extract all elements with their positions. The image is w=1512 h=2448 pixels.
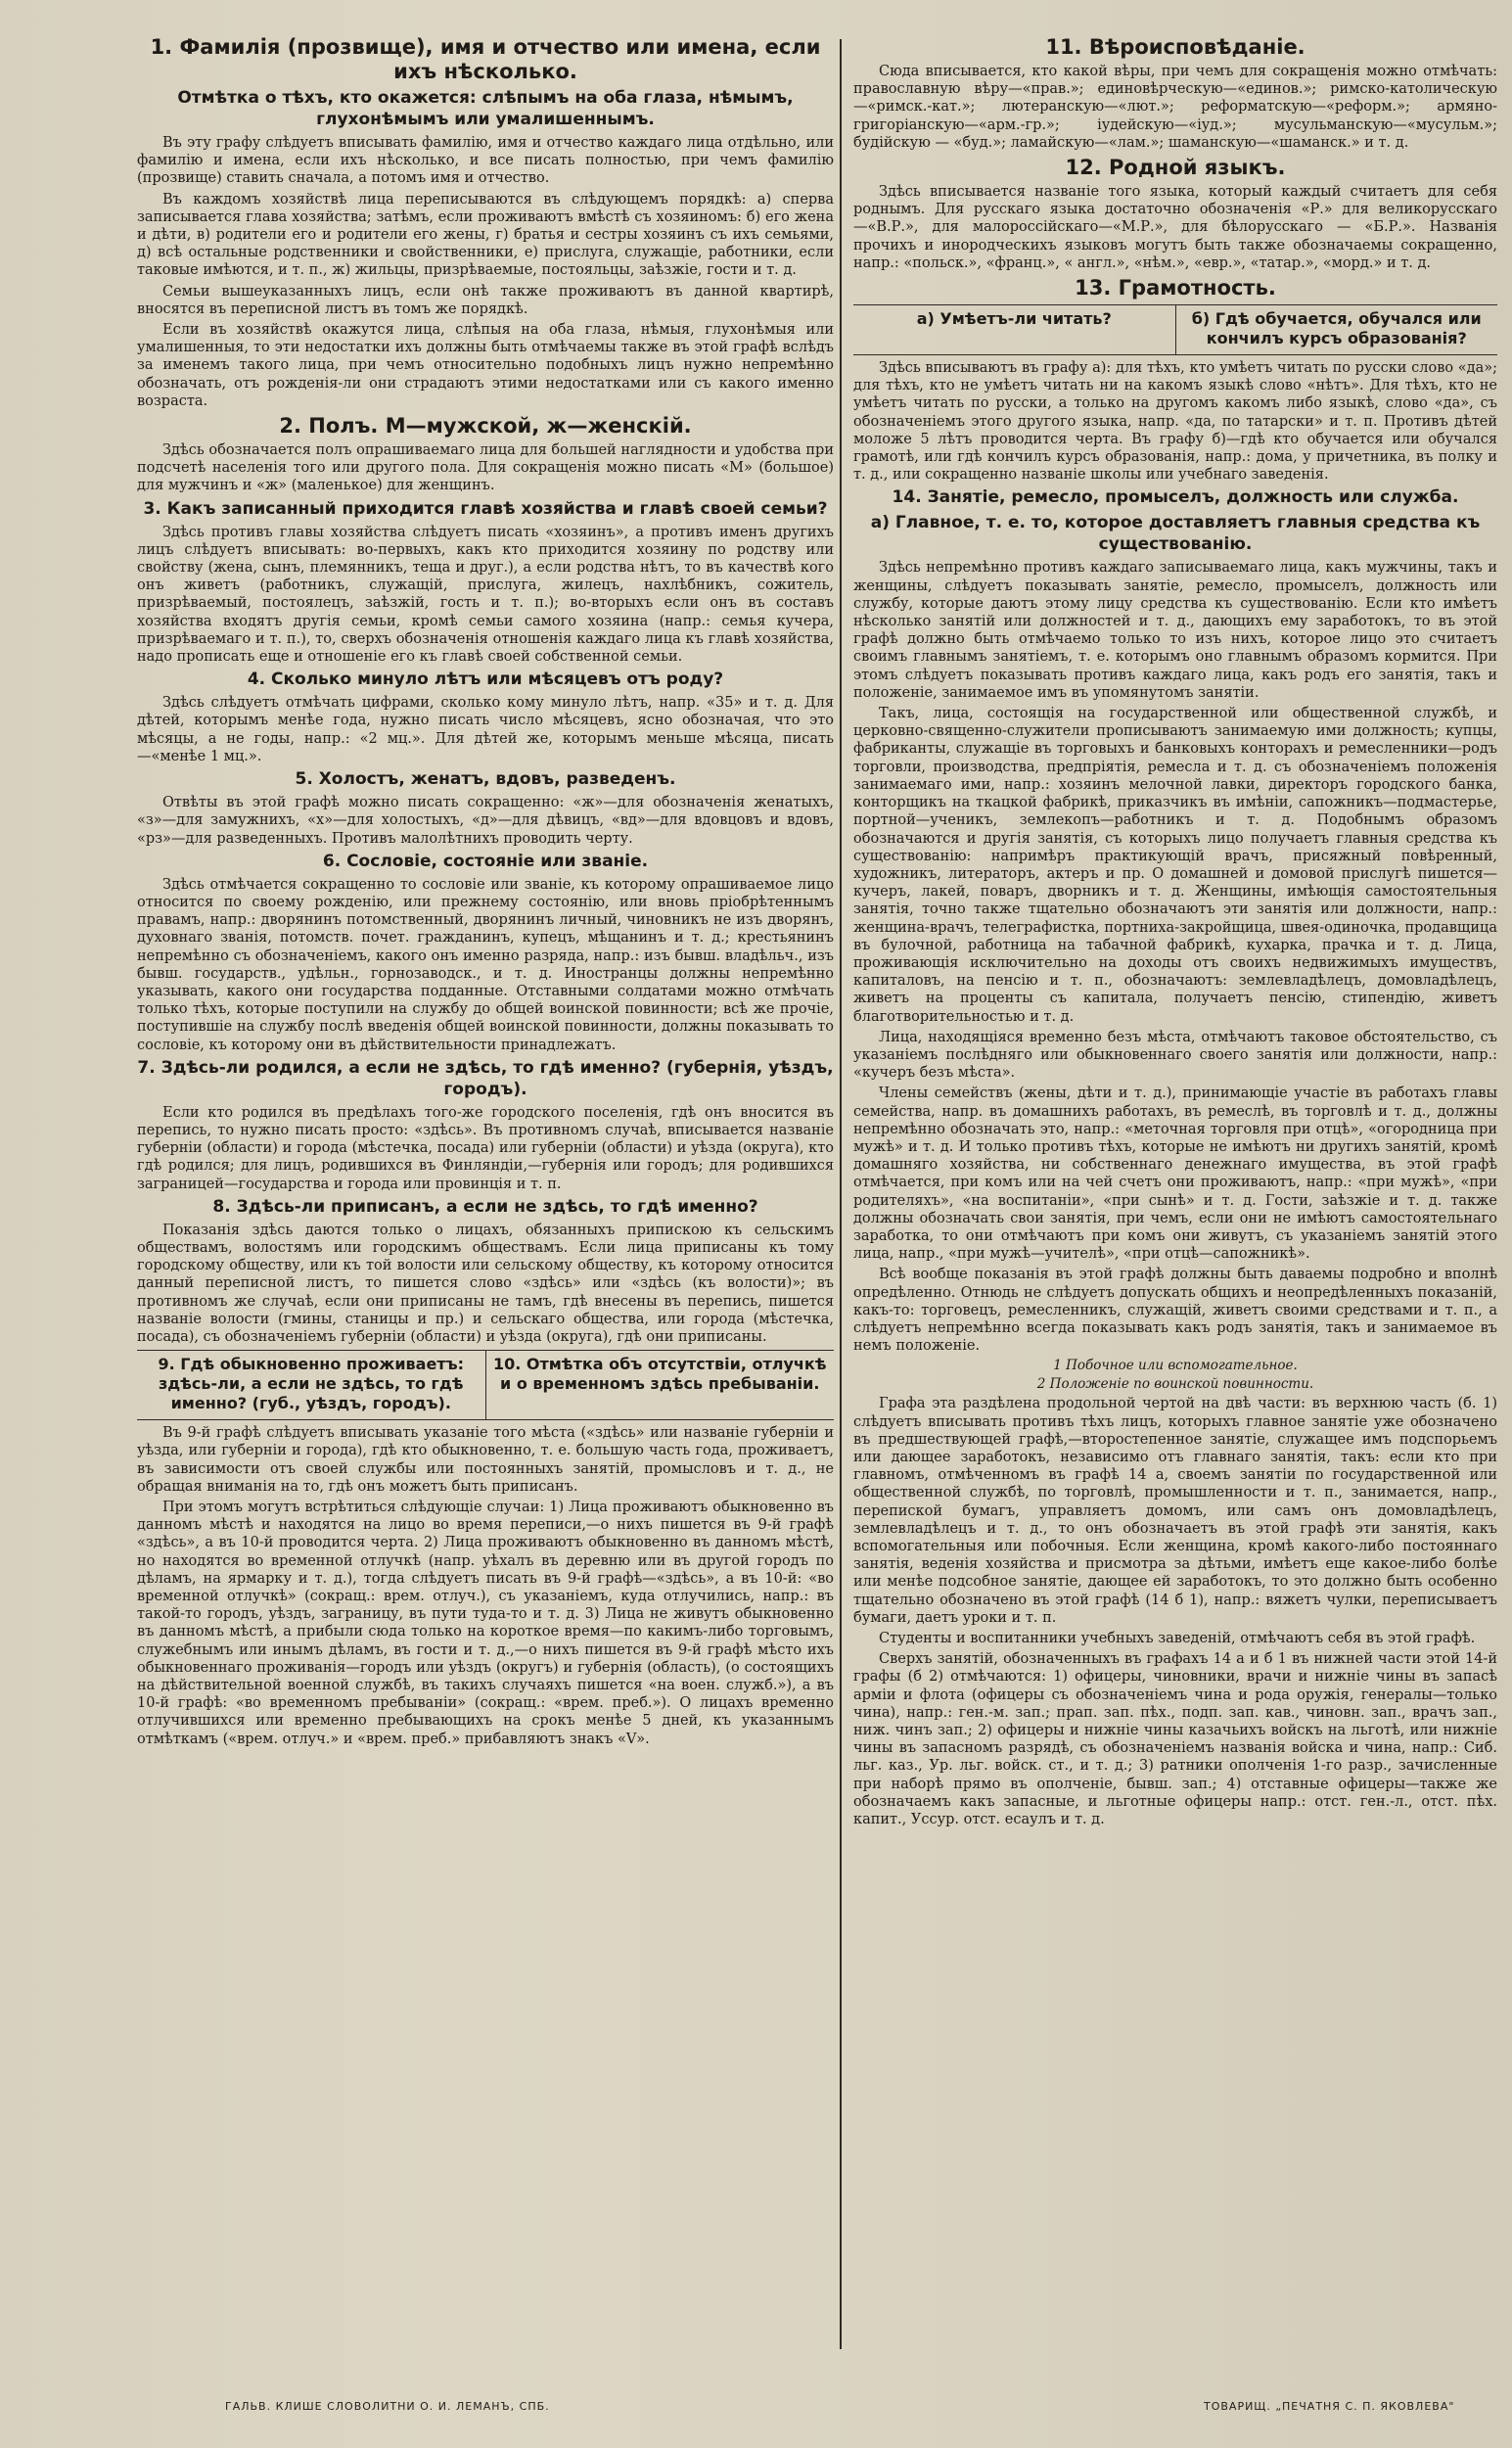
section-4-heading: 4. Сколько минуло лѣтъ или мѣсяцевъ отъ роду? bbox=[247, 670, 724, 690]
section-10-heading: 10. Отмѣтка объ отсутствіи, отлучкѣ и о временномъ здѣсь пребываніи. bbox=[492, 1355, 827, 1394]
paragraph: Здѣсь противъ главы хозяйства слѣдуетъ писать «хозяинъ», а противъ именъ другихъ лицъ слѣдуетъ вписывать: во-первыхъ, какъ кто приходится хозяину по родству или свойству (жена, сынъ, племянникъ, теща и друг.), а если родства нѣтъ, то въ качествѣ кого онъ живетъ (работникъ, служащій, прислуга, жилецъ, нахлѣбникъ, сожитель, призрѣваемый, постоялецъ, заѣзжій, гость и т. п.); во-вторыхъ если онъ въ составъ хозяйства входятъ другія семьи, кромѣ семьи самого хозяина (напр.: семья кучера, призрѣваемаго и т. п.), то, сверхъ обозначенія отношенія каждаго лица къ главѣ хозяйства, надо прописать еще и отношеніе его къ главѣ своей собственной семьи. bbox=[137, 524, 834, 666]
paragraph: Члены семействъ (жены, дѣти и т. д.), принимающіе участіе въ работахъ главы семейства, напр. въ домашнихъ работахъ, въ ремеслѣ, въ торговлѣ и т. д., должны непремѣнно обозначать это, напр.: «меточная торговля при отцѣ», «огородница при мужѣ» и т. д. И только противъ тѣхъ, которые не имѣютъ ни другихъ занятій, кромѣ домашняго хозяйства, ни собственнаго денежнаго имущества, въ этой графѣ отмѣчается, при комъ или на чей счетъ они проживаютъ, напр.: «при мужѣ», «при родителяхъ», «на воспитаніи», «при сынѣ» и т. д. Гости, заѣзжіе и т. д. также должны обозначать свои занятія, при чемъ, если они не имѣютъ самостоятельнаго заработка, то они отмѣчаютъ при комъ они живутъ, съ указаніемъ занятій этого лица, напр., «при мужѣ—учителѣ», «при отцѣ—сапожникѣ». bbox=[853, 1085, 1497, 1263]
section-3-heading: 3. Какъ записанный приходится главѣ хозяйства и главѣ своей семьи? bbox=[143, 498, 828, 519]
paragraph: Такъ, лица, состоящія на государственной или общественной службѣ, и церковно-священно-служители прописываютъ занимаемую ими должность; купцы, фабриканты, служащіе въ торговыхъ и банковыхъ конторахъ и ремесленники—родъ торговли, производства, предпріятія, ремесла и т. д. съ обозначеніемъ положенія занимаемаго ими, напр.: хозяинъ мелочной лавки, директоръ городского банка, конторщикъ на ткацкой фабрикѣ, приказчикъ въ имѣніи, сапожникъ—подмастерье, портной—ученикъ, землекопъ—работникъ и т. д. Подобнымъ образомъ обозначаются и другія занятія, съ которыхъ лицо получаетъ главныя средства къ существованію: напримѣръ практикующій врачъ, присяжный повѣренный, художникъ, литераторъ, актеръ и пр. О домашней и домовой прислугѣ пишется—кучеръ, лакей, поваръ, дворникъ и т. д. Женщины, имѣющія самостоятельныя занятія, точно также тщательно обозначаютъ эти занятія или должности, напр.: женщина-врачъ, телеграфистка, портниха-закройщица, швея-одиночка, продавщица въ булочной, работница на табачной фабрикѣ, кухарка, прачка и т. д. Лица, проживающія исключительно на доходы отъ своихъ недвижимыхъ имуществъ, капиталовъ, на пенсію и т. п., обозначаютъ: землевладѣлецъ, домовладѣлецъ, живетъ на проценты съ капитала, получаетъ пенсію, стипендію, живетъ благотворительностью и т. д. bbox=[853, 706, 1497, 1025]
paragraph: Здѣсь отмѣчается сокращенно то сословіе или званіе, къ которому опрашиваемое лицо относится по своему рожденію, или прежнему состоянію, или вновь пріобрѣтеннымъ правамъ, напр.: дворянинъ потомственный, дворянинъ личный, чиновникъ не изъ дворянъ, духовнаго званія, потомств. почет. гражданинъ, купецъ, мѣщанинъ и т. д.; крестьянинъ непремѣнно съ обозначеніемъ, какого онъ именно разряда, напр.: изъ бывш. владѣльч., изъ бывш. государств., удѣльн., горнозаводск., и т. д. Иностранцы должны непремѣнно указывать, какого они государства подданные. Отставными солдатами можно отмѣчать только тѣхъ, которые поступили на службу до общей воинской повинности; всѣ же прочіе, поступившіе на службу послѣ введенія общей воинской повинности, должны показывать то сословіе, къ которому они въ дѣйствительности принадлежатъ. bbox=[137, 876, 834, 1053]
section-14b1-heading: 1 Побочное или вспомогательное. bbox=[1053, 1358, 1298, 1374]
section-9-heading: 9. Гдѣ обыкновенно проживаетъ: здѣсь-ли, а если не здѣсь, то гдѣ именно? (губ., уѣздъ, городъ). bbox=[158, 1355, 465, 1413]
section-6-heading: 6. Сословіе, состояніе или званіе. bbox=[322, 851, 649, 871]
section-1-heading: 1. Фамилія (прозвище), имя и отчество или имена, если ихъ нѣсколько. bbox=[150, 35, 821, 83]
section-13-split bbox=[853, 304, 1497, 355]
paragraph: Семьи вышеуказанныхъ лицъ, если онѣ также проживаютъ въ данной квартирѣ, вносятся въ переписной листъ въ томъ же порядкѣ. bbox=[137, 283, 834, 317]
section-1-subheading: Отмѣтка о тѣхъ, кто окажется: слѣпымъ на оба глаза, нѣмымъ, глухонѣмымъ или умалишеннымъ. bbox=[177, 88, 794, 129]
paragraph: Если въ хозяйствѣ окажутся лица, слѣпыя на оба глаза, нѣмыя, глухонѣмыя или умалишенныя, то эти недостатки ихъ должны быть отмѣчаемы также въ этой графѣ вслѣдъ за именемъ такого лица, при чемъ относительно подобныхъ лицъ нужно непремѣнно обозначать, отъ рожденія-ли они страдаютъ этими недостатками или съ какого именно возраста. bbox=[137, 322, 834, 409]
section-11-heading: 11. Вѣроисповѣданіе. bbox=[1045, 35, 1306, 59]
paragraph: Здѣсь вписываютъ въ графу а): для тѣхъ, кто умѣетъ читать по русски слово «да»; для тѣхъ, кто не умѣетъ читать ни на какомъ языкѣ слово «нѣтъ». Для тѣхъ, кто не умѣетъ читать по русски, а только на другомъ какомъ либо языкѣ, слово «да», съ обозначеніемъ этого другого языка, напр. «да, по татарски» и т. п. Противъ дѣтей моложе 5 лѣтъ проводится черта. Въ графу б)—гдѣ кто обучается или обучался грамотѣ, или гдѣ кончилъ курсъ образованія, напр.: дома, у причетника, въ полку и т. д., или сокращенно названіе школы или учебнаго заведенія. bbox=[853, 360, 1497, 484]
paragraph: Отвѣты въ этой графѣ можно писать сокращенно: «ж»—для обозначенія женатыхъ, «з»—для замужнихъ, «х»—для холостыхъ, «д»—для дѣвицъ, «вд»—для вдовцовъ и вдовъ, «рз»—для разведенныхъ. Противъ малолѣтнихъ проводить черту. bbox=[137, 795, 834, 847]
section-7-heading: 7. Здѣсь-ли родился, а если не здѣсь, то гдѣ именно? (губернія, уѣздъ, городъ). bbox=[137, 1057, 834, 1099]
paragraph: Графа эта раздѣлена продольной чертой на двѣ части: въ верхнюю часть (б. 1) слѣдуетъ вписывать противъ тѣхъ лицъ, которыхъ главное занятіе уже обозначено въ предшествующей графѣ,—второстепенное занятіе, служащее имъ подспорьемъ или дающее заработокъ, независимо отъ главнаго занятія, такъ: если кто при главномъ, отмѣченномъ въ графѣ 14 а, своемъ занятіи по государственной или общественной службѣ, по торговлѣ, промышленности и т. п., занимается, напр., перепиской бумагъ, управляетъ домомъ, или самъ онъ домовладѣлецъ, землевладѣлецъ и т. д., то онъ обозначаетъ въ этой графѣ эти занятія, какъ вспомогательныя или побочныя. Если женщина, кромѣ какого-либо постояннаго занятія, веденія хозяйства и присмотра за дѣтьми, имѣетъ еще какое-либо болѣе или менѣе подсобное занятіе, дающее ей заработокъ, то это должно быть особенно тщательно обозначено въ этой графѣ (14 б 1), напр.: вяжетъ чулки, переписываетъ бумаги, даетъ уроки и т. п. bbox=[853, 1396, 1497, 1626]
paragraph: Здѣсь слѣдуетъ отмѣчать цифрами, сколько кому минуло лѣтъ, напр. «35» и т. д. Для дѣтей, которымъ менѣе года, нужно писать число мѣсяцевъ, ясно обозначая, что это мѣсяцы, а не годы, напр.: «2 мц.». Для дѣтей же, которымъ меньше мѣсяца, писать—«менѣе 1 мц.». bbox=[137, 695, 834, 764]
section-14-heading: 14. Занятіе, ремесло, промыселъ, должность или служба. bbox=[892, 487, 1459, 508]
section-8-heading: 8. Здѣсь-ли приписанъ, а если не здѣсь, то гдѣ именно? bbox=[212, 1196, 758, 1217]
paragraph: Всѣ вообще показанія въ этой графѣ должны быть даваемы подробно и вполнѣ опредѣленно. Отнюдь не слѣдуетъ допускать общихъ и неопредѣленныхъ показаній, какъ-то: торговецъ, ремесленникъ, служащій, живетъ своими средствами и т. п., а слѣдуетъ непремѣнно всегда показывать какъ родъ занятія, такъ и занимаемое въ немъ положеніе. bbox=[853, 1267, 1497, 1355]
section-14b2-heading: 2 Положеніе по воинской повинности. bbox=[1036, 1376, 1314, 1393]
paragraph: Сверхъ занятій, обозначенныхъ въ графахъ 14 а и б 1 въ нижней части этой 14-й графы (б 2) отмѣчаются: 1) офицеры, чиновники, врачи и нижніе чины въ запасѣ арміи и флота (офицеры съ обозначеніемъ чина и рода оружія, генералы—только чина), напр.: ген.-м. зап.; прап. зап. пѣх., подп. зап. кав., чиновн. зап., врачъ зап., ниж. чинъ зап.; 2) офицеры и нижніе чины казачьихъ войскъ на льготѣ, или нижніе чины въ запасномъ разрядѣ, съ обозначеніемъ названія войска и чина, напр.: Сиб. льг. каз., Ур. льг. войск. ст., и т. д.; 3) ратники ополченія 1-го разр., зачисленные при набоpѣ прямо въ ополченіе, бывш. зап.; 4) отставные офицеры—также же обозначаемъ какъ запасные, и льготные офицеры напр.: отст. ген.-л., отст. пѣх. капит., Уссур. отст. есаулъ и т. д. bbox=[853, 1651, 1497, 1828]
paragraph: При этомъ могутъ встрѣтиться слѣдующіе случаи: 1) Лица проживаютъ обыкновенно въ данномъ мѣстѣ и находятся на лицо во время переписи,—о нихъ пишется въ 9-й графѣ «здѣсь», а въ 10-й проводится черта. 2) Лица проживаютъ обыкновенно въ данномъ мѣстѣ, но находятся во временной отлучкѣ (напр. уѣхалъ въ деревню или въ другой городъ по дѣламъ, на ярмарку и т. д.), тогда слѣдуетъ писать въ 9-й графѣ—«здѣсь», а въ 10-й: «во временной отлучкѣ» (сокращ.: врем. отлуч.), съ указаніемъ, куда отлучились, напр.: въ такой-то городъ, уѣздъ, заграницу, въ пути туда-то и т. д. 3) Лица не живутъ обыкновенно въ данномъ мѣстѣ, а прибыли сюда только на короткое время—по какимъ-либо торговымъ, служебнымъ или инымъ дѣламъ, въ гости и т. д.,—о нихъ пишется въ 9-й графѣ мѣсто ихъ обыкновеннаго проживанія—городъ или уѣздъ (округъ) и губернія (область), (о состоящихъ на дѣйствительной военной службѣ, въ такихъ случаяхъ пишется «на воен. служб.»), а въ 10-й графѣ: «во временномъ пребываніи» (сокращ.: «врем. преб.»). О лицахъ временно отлучившихся или временно пребывающихъ на срокъ менѣе 5 дней, къ указаннымъ отмѣткамъ («врем. отлуч.» и «врем. преб.» прибавляютъ знакъ «V». bbox=[137, 1499, 834, 1747]
right-column bbox=[853, 31, 1497, 1831]
paragraph: Въ 9-й графѣ слѣдуетъ вписывать указаніе того мѣста («здѣсь» или названіе губерніи и уѣзда, или губерніи и города), гдѣ кто обыкновенно, т. е. большую часть года, проживаетъ, въ зависимости отъ своей службы или постоянныхъ занятій, промысловъ и т. д., не обращая вниманія на то, гдѣ онъ можетъ быть приписанъ. bbox=[137, 1425, 834, 1495]
paragraph: Здѣсь обозначается полъ опрашиваемаго лица для большей наглядности и удобства при подсчетѣ населенія того или другого пола. Для сокращенія можно писать «М» (большое) для мужчинъ и «ж» (маленькое) для женщинъ. bbox=[137, 442, 834, 494]
section-13a-heading: а) Умѣетъ-ли читать? bbox=[916, 309, 1112, 329]
section-13-heading: 13. Грамотность. bbox=[1075, 276, 1276, 300]
paragraph: Сюда вписывается, кто какой вѣры, при чемъ для сокращенія можно отмѣчать: православную вѣру—«прав.»; единовѣрческую—«единов.»; римско-католическую—«римск.-кат.»; лютеранскую—«лют.»; реформатскую—«реформ.»; армяно-григоріанскую—«арм.-гр.»; іудейскую—«іуд.»; мусульманскую—«мусульм.»; будійскую — «буд.»; ламайскую—«лам.»; шаманскую—«шаманск.» и т. д. bbox=[853, 64, 1497, 151]
paragraph: Лица, находящіяся временно безъ мѣста, отмѣчаютъ таковое обстоятельство, съ указаніемъ послѣдняго или обыкновеннаго своего занятія или должности, напр.: «кучеръ безъ мѣста». bbox=[853, 1029, 1497, 1082]
section-12-heading: 12. Родной языкъ. bbox=[1065, 156, 1286, 180]
left-column bbox=[137, 31, 834, 1751]
paragraph: Здѣсь непремѣнно противъ каждаго записываемаго лица, какъ мужчины, такъ и женщины, слѣдуетъ показывать занятіе, ремесло, промыселъ, должность или службу, которые даютъ этому лицу средства къ существованію. Если кто имѣетъ нѣсколько занятій или должностей и т. д., дающихъ ему заработокъ, то въ этой графѣ должно быть отмѣчаемо только то изъ нихъ, которое лицо это считаетъ своимъ главнымъ занятіемъ, т. е. которымъ оно главнымъ образомъ кормится. При этомъ слѣдуетъ показывать противъ каждаго лица, какъ родъ его занятія, такъ и положеніе, занимаемое имъ въ упомянутомъ занятіи. bbox=[853, 560, 1497, 701]
paragraph: Здѣсь вписывается названіе того языка, который каждый считаетъ для себя роднымъ. Для русскаго языка достаточно обозначенія «Р.» для великорусскаго—«В.Р.», для малороссійскаго—«М.Р.», для бѣлорусскаго — «Б.Р.». Названія прочихъ и инородческихъ языковъ могутъ быть также обозначаемы сокращенно, напр.: «польск.», «франц.», « англ.», «нѣм.», «евр.», «татар.», «морд.» и т. д. bbox=[853, 184, 1497, 271]
printer-credit-left: ГАЛЬВ. КЛИШЕ СЛОВОЛИТНИ О. И. ЛЕМАНЪ, СПБ. bbox=[225, 2400, 550, 2413]
section-5-heading: 5. Холостъ, женатъ, вдовъ, разведенъ. bbox=[295, 769, 676, 790]
section-2-heading: 2. Полъ. М—мужской, ж—женскій. bbox=[279, 414, 692, 439]
paragraph: Въ каждомъ хозяйствѣ лица переписываются въ слѣдующемъ порядкѣ: а) сперва записывается глава хозяйства; затѣмъ, если проживаютъ вмѣстѣ съ хозяиномъ: б) его жена и дѣти, в) родители его и родители его жены, г) братья и сестры хозяинъ съ ихъ семьями, д) всѣ остальные родственники и свойственники, е) прислуга, служащіе, работники, если таковые имѣются, и т. п., ж) жильцы, призрѣваемые, постояльцы, заѣзжіе, гости и т. д. bbox=[137, 191, 834, 279]
paragraph: Студенты и воспитанники учебныхъ заведеній, отмѣчаютъ себя въ этой графѣ. bbox=[879, 1631, 1476, 1647]
section-9-10-header bbox=[137, 1350, 834, 1420]
column-divider bbox=[840, 39, 842, 2349]
section-13b-heading: б) Гдѣ обучается, обучался или кончилъ курсъ образованія? bbox=[1191, 309, 1482, 348]
printer-credit-right: ТОВАРИЩ. „ПЕЧАТНЯ С. П. ЯКОВЛЕВА" bbox=[1204, 2400, 1455, 2413]
paragraph: Если кто родился въ предѣлахъ того-же городского поселенія, гдѣ онъ вносится въ перепись, то нужно писать просто: «здѣсь». Въ противномъ случаѣ, вписывается названіе губерніи (области) и города (мѣстечка, посада) или губерніи (области) и уѣзда (округа), кто гдѣ родился; для лицъ, родившихся въ Финляндіи,—губернія или городъ; для родившихся заграницей—государства и города или провинція и т. п. bbox=[137, 1104, 834, 1192]
paragraph: Показанія здѣсь даются только о лицахъ, обязанныхъ припискою къ сельскимъ обществамъ, волостямъ или городскимъ обществамъ. Если лица приписаны къ тому городскому обществу, или къ той волости или сельскому обществу, къ которому относится данный переписной листъ, то пишется слово «здѣсь» или «здѣсь (къ волости)»; въ противномъ же случаѣ, если они приписаны не тамъ, гдѣ внесены въ перепись, пишется названіе волости (гмины, станицы и пр.) и сельскаго общества, или города (мѣстечка, посада), съ обозначеніемъ губерніи (области) и уѣзда (округа), гдѣ они приписаны. bbox=[137, 1222, 834, 1345]
paragraph: Въ эту графу слѣдуетъ вписывать фамилію, имя и отчество каждаго лица отдѣльно, или фамилію и имена, если ихъ нѣсколько, и все писать полностью, при чемъ фамилію (прозвище) ставить сначала, а потомъ имя и отчество. bbox=[137, 135, 834, 187]
section-14a-heading: а) Главное, т. е. то, которое доставляетъ главныя средства къ существованію. bbox=[870, 513, 1481, 555]
